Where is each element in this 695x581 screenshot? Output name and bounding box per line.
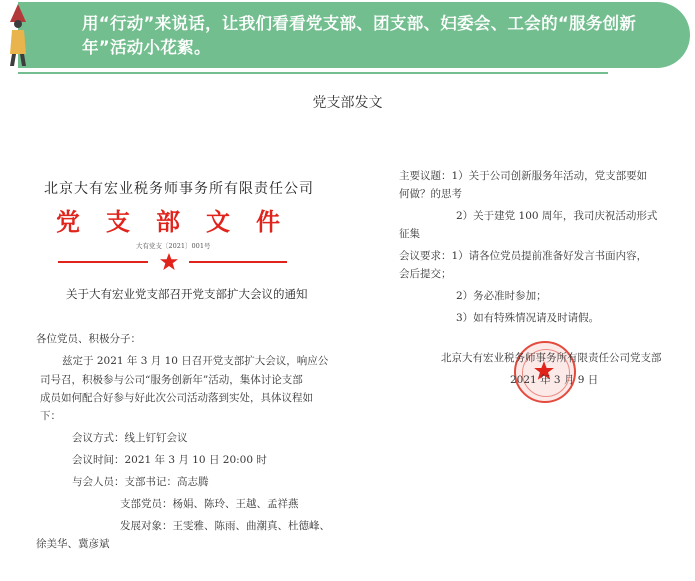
red-divider-left [58, 261, 148, 263]
topics-line: 何做？的思考 [399, 188, 462, 200]
requirements-line: 3）如有特殊情况请及时请假。 [456, 312, 600, 324]
body-line: 成员如何配合好参与好此次公司活动落到实处，具体议程如 [40, 392, 313, 404]
body-line: 兹定于 2021 年 3 月 10 日召开党支部扩大会议，响应公 [62, 355, 329, 367]
development-targets: 发展对象：王雯雅、陈雨、曲潮真、杜德峰、 [120, 520, 330, 532]
topics-line: 主要议题：1）关于公司创新服务年活动，党支部要如 [399, 170, 648, 182]
banner-title: 用“行动”来说话，让我们看看党支部、团支部、妇委会、工会的“服务创新年”活动小花絮。 [82, 14, 637, 57]
attendees: 与会人员：支部书记：高志腾 [72, 476, 209, 488]
notice-title: 关于大有宏业党支部召开党支部扩大会议的通知 [66, 287, 308, 301]
body-line: 司号召，积极参与公司“服务创新年”活动，集体讨论支部 [40, 374, 303, 386]
company-header: 北京大有宏业税务师事务所有限责任公司 [44, 181, 314, 197]
banner-divider [18, 72, 608, 74]
section-title: 党支部发文 [312, 95, 383, 111]
red-header: 党支部文件 [56, 207, 306, 236]
meeting-method: 会议方式：线上钉钉会议 [72, 432, 188, 444]
document-number: 大有党支〔2021〕001号 [136, 242, 211, 250]
signature-date: 2021 年 3 月 9 日 [510, 374, 599, 386]
requirements-line: 2）务必准时参加； [456, 290, 547, 302]
meeting-time: 会议时间：2021 年 3 月 10 日 20:00 时 [72, 454, 267, 466]
topics-line: 征集 [399, 228, 420, 240]
salutation: 各位党员、积极分子： [36, 333, 141, 345]
requirements-line: 会后提交； [399, 268, 452, 280]
body-line: 下： [40, 410, 61, 422]
party-members: 支部党员：杨娟、陈玲、王越、孟祥燕 [120, 498, 299, 510]
banner [18, 2, 690, 68]
decorative-figure-icon [0, 0, 40, 70]
document-image [36, 128, 664, 573]
development-targets-cont: 徐美华、冀彦斌 [36, 538, 110, 550]
red-star-icon [159, 252, 179, 272]
signature: 北京大有宏业税务师事务所有限责任公司党支部 [441, 352, 662, 364]
requirements-line: 会议要求：1）请各位党员提前准备好发言书面内容， [399, 250, 648, 262]
red-divider-right [189, 261, 287, 263]
topics-line: 2）关于建党 100 周年，我司庆祝活动形式 [456, 210, 658, 222]
